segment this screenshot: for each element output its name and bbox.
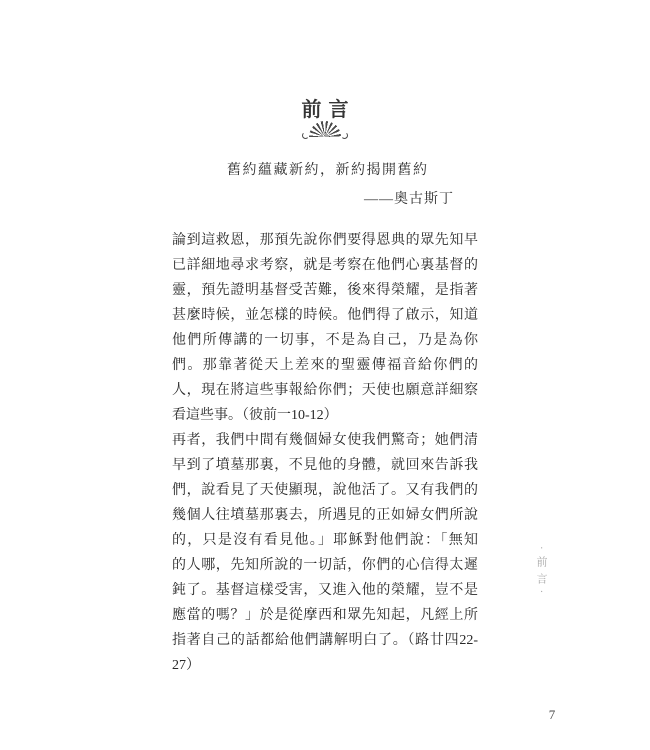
body-line: 的人哪，先知所說的一切話，你們的心信得太遲	[172, 558, 478, 573]
book-page	[57, 0, 593, 750]
body-line: 們。那靠著從天上差來的聖靈傳福音給你們的	[172, 358, 478, 373]
body-line: 幾個人往墳墓那裏去，所遇見的正如婦女們所說	[172, 508, 478, 523]
body-line: 們，說看見了天使顯現，說他活了。又有我們的	[172, 483, 478, 498]
body-line: 人，現在將這些事報給你們；天使也願意詳細察	[172, 383, 478, 398]
epigraph: 舊約蘊藏新約，新約揭開舊約	[227, 163, 429, 178]
page-title: 前言	[301, 99, 356, 121]
body-line: 他們所傳講的一切事，不是為自己，乃是為你	[172, 333, 478, 348]
body-line: 論到這救恩，那預先說你們要得恩典的眾先知早	[172, 233, 478, 248]
body-line: 應當的嗎？」於是從摩西和眾先知起，凡經上所	[172, 608, 478, 623]
body-line: 的，只是沒有看見他。」耶穌對他們說：「無知	[172, 533, 478, 548]
body-line-paragraph-end: 27）	[172, 658, 200, 673]
body-line-paragraph-end: 看這些事。（彼前一10-12）	[172, 408, 338, 423]
body-text	[172, 228, 478, 678]
body-line: 早到了墳墓那裏，不見他的身體，就回來告訴我	[172, 458, 478, 473]
body-line: 已詳細地尋求考察，就是考察在他們心裏基督的	[172, 258, 478, 273]
body-line: 甚麼時候，並怎樣的時候。他們得了啟示，知道	[172, 308, 478, 323]
body-line: 指著自己的話都給他們講解明白了。（路廿四22-	[172, 633, 478, 648]
text-column	[172, 0, 478, 750]
body-line: 靈，預先證明基督受苦難，後來得榮耀，是指著	[172, 283, 478, 298]
body-line: 鈍了。基督這樣受害，又進入他的榮耀，豈不是	[172, 583, 478, 598]
fan-ornament-icon	[309, 121, 341, 137]
epigraph-attribution: ——奧古斯丁	[364, 192, 454, 207]
body-line: 再者，我們中間有幾個婦女使我們驚奇；她們清	[172, 433, 478, 448]
page-number: 7	[548, 707, 556, 722]
running-side-label: ·前言·	[535, 546, 547, 600]
